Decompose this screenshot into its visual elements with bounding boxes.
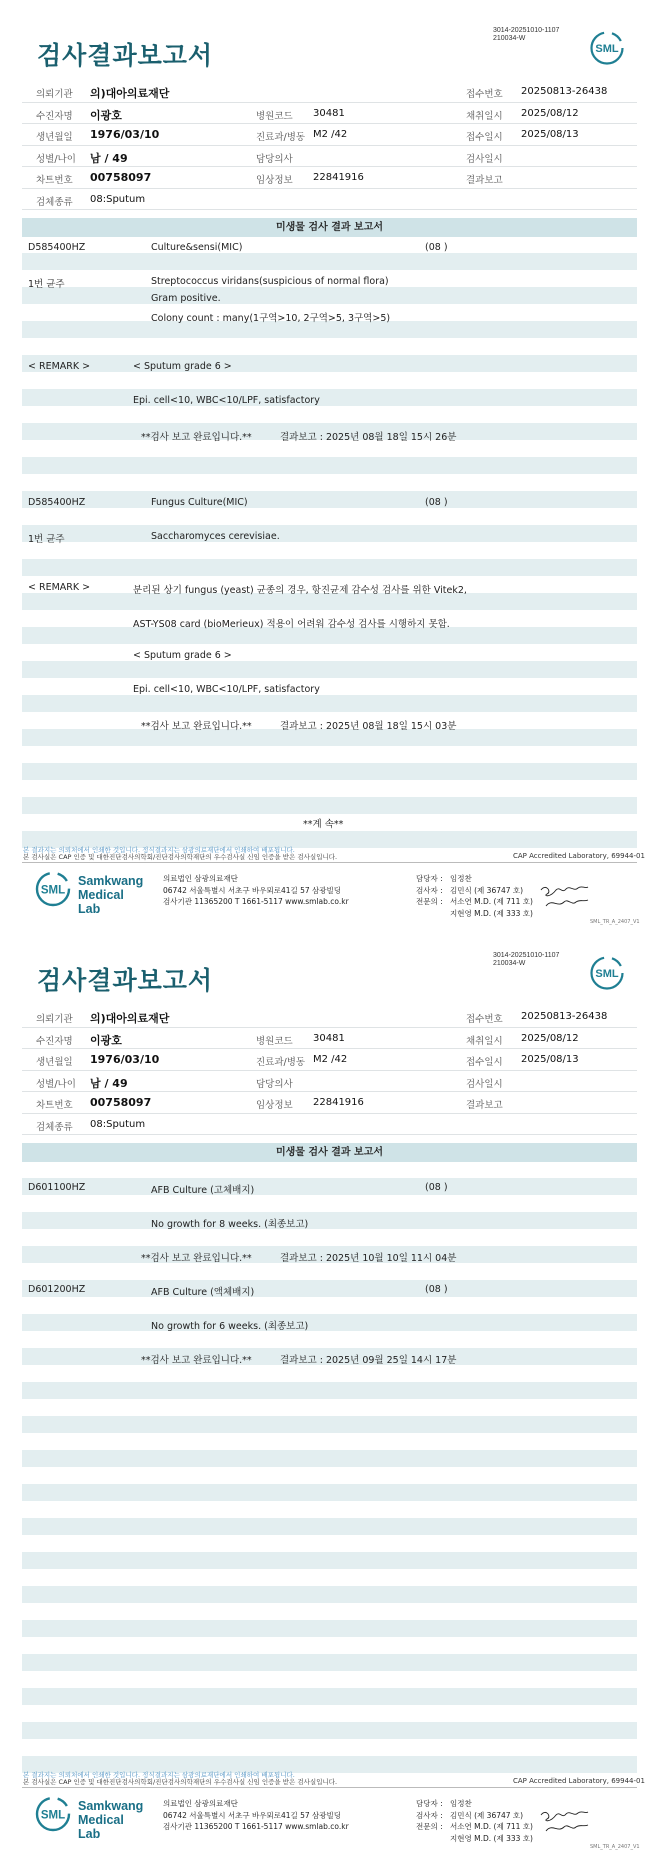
department-ward: M2 /42 [313, 1054, 348, 1065]
info-label: 검사일시 [466, 153, 503, 165]
info-row [22, 1049, 637, 1071]
info-label: 생년월일 [36, 1057, 73, 1068]
report-complete: **검사 보고 완료입니다.** [141, 721, 252, 732]
result-line: Saccharomyces cerevisiae. [151, 531, 280, 542]
report-timestamp: 결과보고 : 2025년 08월 18일 15시 03분 [280, 721, 457, 732]
signatures: 담당자 : 임정찬 검사자 : 김민식 (제 36747 호) 전문의 : 서소연 M.D. (제 711 호) 지현영 M.D. (제 333 호) [416, 1799, 533, 1843]
hospital-code: 30481 [313, 1032, 345, 1044]
report-complete: **검사 보고 완료입니다.** [141, 1355, 252, 1366]
test-name: AFB Culture (액체배지) [151, 1287, 255, 1298]
result-line: Colony count : many(1구역>10, 2구역>5, 3구역>5) [151, 313, 391, 324]
birth-date: 1976/03/10 [90, 1053, 160, 1066]
report-complete: **검사 보고 완료입니다.** [141, 1253, 252, 1264]
sml-logo-icon [34, 870, 74, 910]
requesting-institution: 의)대아의료재단 [90, 1012, 170, 1025]
svg-text:SML: SML [40, 884, 66, 897]
lab-info: 의료법인 삼광의료재단 06742 서울특별시 서초구 바우뫼로41길 57 삼광빌딩 검사기관 11365200 T 1661-5117 www.smlab.co.kr [163, 874, 349, 906]
test-code: D585400HZ [28, 497, 86, 508]
specimen-type: 08:Sputum [90, 1118, 146, 1130]
result-line: < Sputum grade 6 > [133, 361, 232, 372]
form-version: SML_TR_A_2407_V1 [590, 919, 640, 925]
test-code: D601100HZ [28, 1182, 86, 1193]
department-ward: M2 /42 [313, 129, 348, 140]
svg-text:SML: SML [595, 968, 619, 980]
chart-number: 00758097 [90, 171, 152, 184]
sex-age: 남 / 49 [90, 1076, 128, 1090]
isolate-label: 1번 균주 [28, 279, 65, 290]
accreditation-note: 본 검사실은 CAP 인증 및 대한진단검사의학회/진단검사의학재단의 우수검사실 신임 인증을 받은 검사실입니다. [23, 1778, 338, 1786]
sml-logo-icon [34, 1795, 74, 1835]
info-row [22, 189, 637, 211]
result-line: < Sputum grade 6 > [133, 650, 232, 661]
signatures: 담당자 : 임정찬 검사자 : 김민식 (제 36747 호) 전문의 : 서소연 M.D. (제 711 호) 지현영 M.D. (제 333 호) [416, 874, 533, 918]
info-row [22, 1092, 637, 1114]
info-label: 검체종류 [36, 1121, 73, 1133]
report-timestamp: 결과보고 : 2025년 09월 25일 14시 17분 [280, 1355, 457, 1366]
info-label: 차트번호 [36, 1100, 73, 1111]
info-label: 담당의사 [256, 153, 293, 165]
info-label: 접수일시 [466, 1057, 503, 1068]
info-row [22, 167, 637, 189]
report-timestamp: 결과보고 : 2025년 10월 10일 11시 04분 [280, 1253, 457, 1264]
receipt-date: 2025/08/13 [521, 129, 579, 140]
test-name: AFB Culture (고체배지) [151, 1185, 255, 1196]
info-label: 차트번호 [36, 175, 73, 186]
patient-name: 이광호 [90, 1033, 122, 1047]
isolate-label: 1번 균주 [28, 534, 65, 545]
receipt-date: 2025/08/13 [521, 1054, 579, 1065]
clinical-info: 22841916 [313, 1097, 364, 1108]
report-timestamp: 결과보고 : 2025년 08월 18일 15시 26분 [280, 432, 457, 443]
logo-line1: Samkwang [78, 874, 144, 888]
accreditation-note: 본 검사실은 CAP 인증 및 대한진단검사의학회/진단검사의학재단의 우수검사실 신임 인증을 받은 검사실입니다. [23, 853, 338, 861]
info-row [22, 1028, 637, 1050]
svg-text:SML: SML [40, 1809, 66, 1822]
result-line: AST-YS08 card (bioMerieux) 적용이 어려워 감수성 검사를 시행하지 못함. [133, 619, 450, 630]
specimen-code: (08 ) [425, 1284, 448, 1295]
info-label: 검체종류 [36, 196, 73, 208]
info-label: 채취일시 [466, 1035, 503, 1047]
info-label: 의뢰기관 [36, 1014, 73, 1025]
info-label: 결과보고 [466, 1100, 503, 1111]
logo-line2: Medical Lab [78, 1813, 124, 1841]
section-header: 미생물 검사 결과 보고서 [22, 218, 637, 237]
signature-icon [538, 1805, 590, 1835]
sml-logo-icon [589, 30, 625, 66]
accession-number: 20250813-26438 [521, 86, 608, 97]
result-line: Gram positive. [151, 293, 221, 304]
info-label: 성별/나이 [36, 1078, 76, 1090]
cap-label: CAP Accredited Laboratory, 69944-01 [513, 1777, 645, 1785]
chart-number: 00758097 [90, 1096, 152, 1109]
info-label: 채취일시 [466, 110, 503, 122]
sml-logo-icon [589, 955, 625, 991]
footer-logo [34, 870, 144, 916]
report-complete: **검사 보고 완료입니다.** [141, 432, 252, 443]
info-label: 접수일시 [466, 132, 503, 143]
birth-date: 1976/03/10 [90, 128, 160, 141]
continued-label: **계 속** [303, 819, 344, 830]
info-label: 병원코드 [256, 110, 293, 122]
patient-info-table [22, 1006, 637, 1135]
lab-info: 의료법인 삼광의료재단 06742 서울특별시 서초구 바우뫼로41길 57 삼광빌딩 검사기관 11365200 T 1661-5117 www.smlab.co.kr [163, 1799, 349, 1831]
info-row [22, 1006, 637, 1028]
specimen-code: (08 ) [425, 242, 448, 253]
sex-age: 남 / 49 [90, 151, 128, 165]
hospital-code: 30481 [313, 107, 345, 119]
document-id: 3014-20251010-1107 210034-W [493, 952, 560, 967]
remark-label: < REMARK > [28, 361, 91, 372]
info-label: 진료과/병동 [256, 1057, 306, 1068]
report-title: 검사결과보고서 [37, 41, 214, 70]
report-page-2 [0, 925, 655, 1850]
info-label: 수진자명 [36, 1035, 73, 1047]
info-label: 성별/나이 [36, 153, 76, 165]
info-row [22, 1114, 637, 1136]
info-label: 생년월일 [36, 132, 73, 143]
logo-line2: Medical Lab [78, 888, 124, 916]
info-row [22, 146, 637, 168]
info-label: 진료과/병동 [256, 132, 306, 143]
info-label: 결과보고 [466, 175, 503, 186]
specimen-code: (08 ) [425, 1182, 448, 1193]
section-header: 미생물 검사 결과 보고서 [22, 1143, 637, 1162]
result-line: 분리된 상기 fungus (yeast) 균종의 경우, 항진균제 감수성 검사를 위한 Vitek2, [133, 585, 467, 596]
signature-icon [538, 880, 590, 910]
clinical-info: 22841916 [313, 172, 364, 183]
remark-label: < REMARK > [28, 582, 91, 593]
document-id: 3014-20251010-1107 210034-W [493, 27, 560, 42]
patient-info-table [22, 81, 637, 210]
info-label: 검사일시 [466, 1078, 503, 1090]
result-line: No growth for 8 weeks. (최종보고) [151, 1219, 309, 1230]
logo-line1: Samkwang [78, 1799, 144, 1813]
info-label: 의뢰기관 [36, 89, 73, 100]
result-line: Epi. cell<10, WBC<10/LPF, satisfactory [133, 395, 320, 406]
test-code: D585400HZ [28, 242, 86, 253]
report-title: 검사결과보고서 [37, 966, 214, 995]
print-note: 본 결과지는 의뢰처에서 인쇄한 것입니다. 정식결과지는 삼광의료재단에서 인쇄하여 배포됩니다. [23, 846, 295, 854]
patient-name: 이광호 [90, 108, 122, 122]
test-name: Culture&sensi(MIC) [151, 242, 243, 253]
specimen-code: (08 ) [425, 497, 448, 508]
specimen-type: 08:Sputum [90, 193, 146, 205]
info-label: 임상정보 [256, 175, 293, 186]
info-row [22, 1071, 637, 1093]
info-label: 접수번호 [466, 1014, 503, 1025]
collection-date: 2025/08/12 [521, 1032, 579, 1044]
svg-text:SML: SML [595, 43, 619, 55]
info-label: 수진자명 [36, 110, 73, 122]
result-line: Epi. cell<10, WBC<10/LPF, satisfactory [133, 684, 320, 695]
test-name: Fungus Culture(MIC) [151, 497, 248, 508]
cap-label: CAP Accredited Laboratory, 69944-01 [513, 852, 645, 860]
result-line: Streptococcus viridans(suspicious of normal flora) [151, 276, 389, 287]
info-label: 접수번호 [466, 89, 503, 100]
collection-date: 2025/08/12 [521, 107, 579, 119]
info-label: 임상정보 [256, 1100, 293, 1111]
test-code: D601200HZ [28, 1284, 86, 1295]
footer-logo [34, 1795, 144, 1841]
accession-number: 20250813-26438 [521, 1011, 608, 1022]
form-version: SML_TR_A_2407_V1 [590, 1844, 640, 1850]
info-row [22, 81, 637, 103]
info-label: 병원코드 [256, 1035, 293, 1047]
info-row [22, 124, 637, 146]
result-line: No growth for 6 weeks. (최종보고) [151, 1321, 309, 1332]
requesting-institution: 의)대아의료재단 [90, 87, 170, 100]
print-note: 본 결과지는 의뢰처에서 인쇄한 것입니다. 정식결과지는 삼광의료재단에서 인쇄하여 배포됩니다. [23, 1771, 295, 1779]
info-label: 담당의사 [256, 1078, 293, 1090]
info-row [22, 103, 637, 125]
